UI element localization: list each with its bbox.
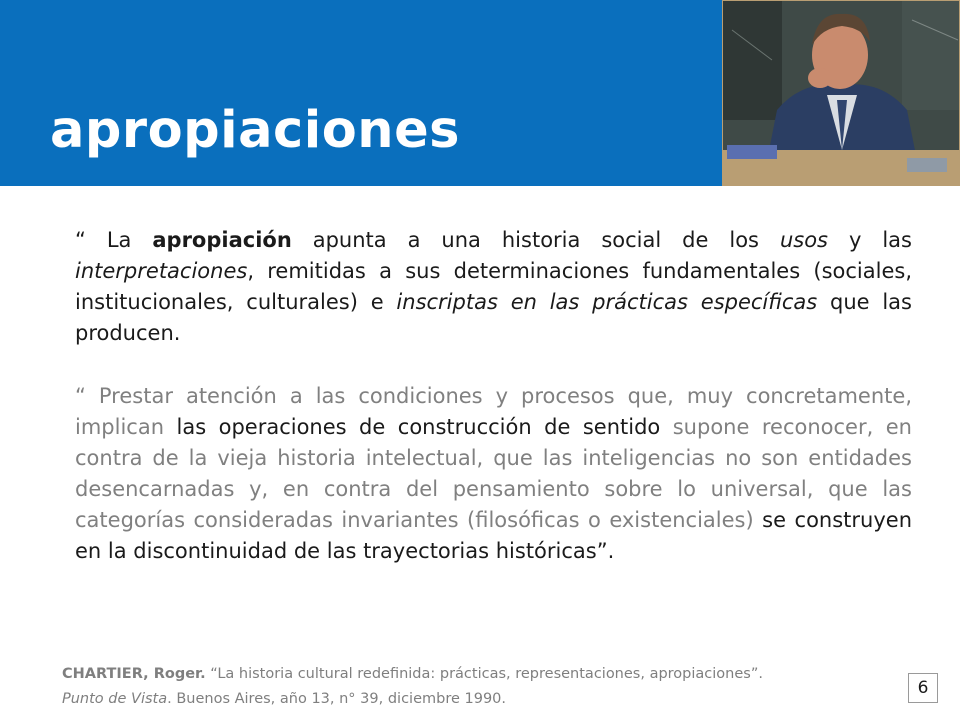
quote2-text-1: “ Prestar atención a las condiciones y procesos que, muy concretamente, implican — [75, 384, 912, 439]
quote2-text-2: supone reconocer, en contra de la vieja historia intelectual, que las inteligencias no son entidades desencarnadas y, en contra del pensamiento sobre lo universal, que las categorías consideradas invariantes (filosóficas o existenciales) — [75, 415, 912, 532]
speaker-photo — [722, 0, 960, 186]
citation — [62, 662, 892, 712]
quote-appropriation — [75, 225, 912, 349]
quote2-highlight-1: las operaciones de construcción de sentido — [176, 415, 661, 439]
citation-journal: Punto de Vista — [62, 691, 168, 707]
quote1-open: “ La — [75, 228, 153, 252]
quote1-inscriptas: inscriptas en las prácticas específicas — [396, 290, 818, 314]
citation-details: . Buenos Aires, año 13, n° 39, diciembre 1990. — [167, 691, 507, 707]
quote1-term: apropiación — [152, 228, 292, 252]
quote2-highlight-2: se construyen en la discontinuidad de las trayectorias históricas”. — [75, 508, 912, 563]
slide-title: apropiaciones — [50, 101, 461, 160]
quote1-text-3: , remitidas a sus determinaciones fundamentales (sociales, institucionales, culturales) e — [75, 259, 912, 314]
quote1-text-2: y las — [828, 228, 912, 252]
speaker-photo-drawing — [722, 0, 960, 186]
quote1-interpretaciones: interpretaciones — [75, 259, 248, 283]
quote1-end: que las producen. — [75, 290, 912, 345]
quote-meaning-construction — [75, 381, 912, 567]
quote1-text-1: apunta a una historia social de los — [291, 228, 780, 252]
page-number: 6 — [908, 673, 938, 703]
quote1-usos: usos — [779, 228, 828, 252]
citation-author: CHARTIER, Roger. — [62, 666, 206, 682]
citation-work: “La historia cultural redefinida: prácticas, representaciones, apropiaciones”. — [205, 666, 763, 682]
